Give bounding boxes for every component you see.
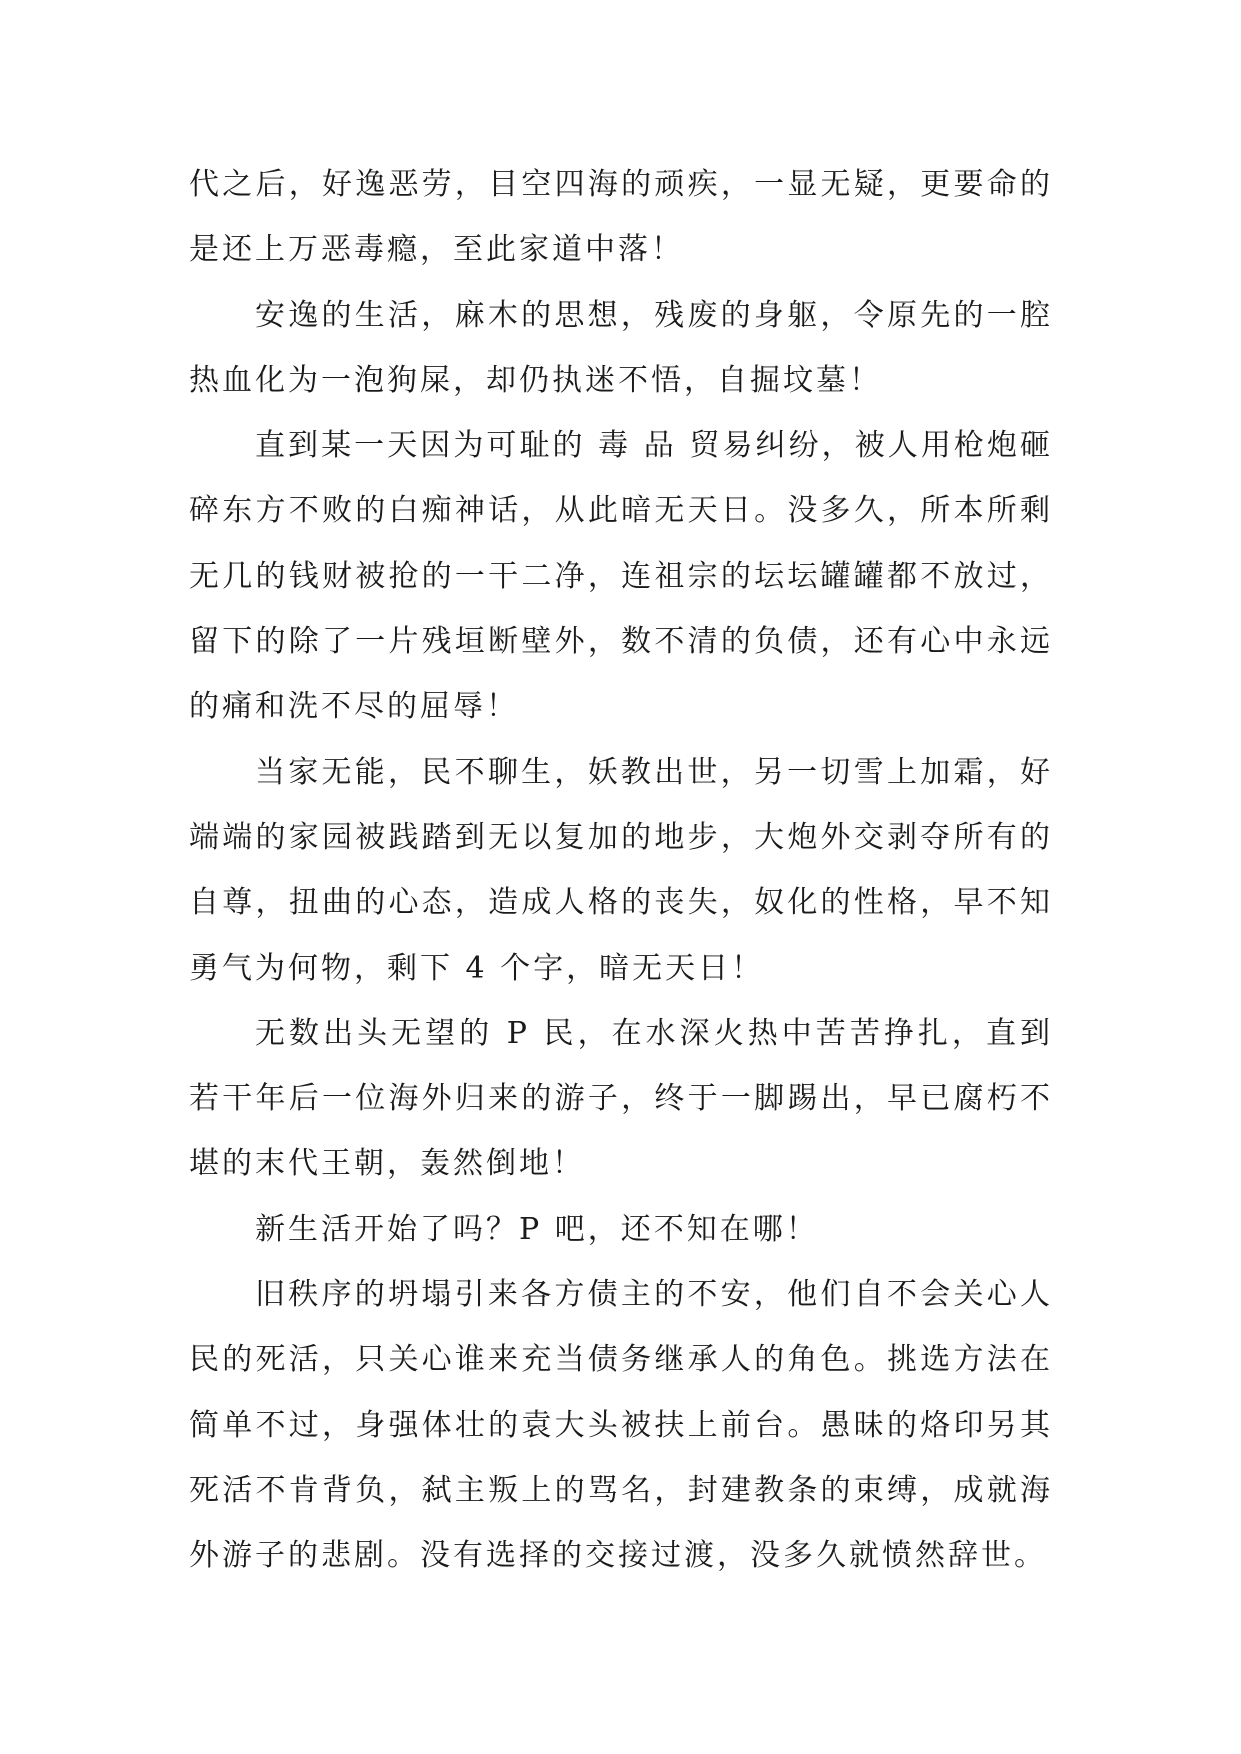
paragraph: 安逸的生活，麻木的思想，残废的身躯，令原先的一腔热血化为一泡狗屎，却仍执迷不悟，自掘坟墓！ bbox=[189, 297, 1053, 398]
paragraph: 无数出头无望的 P 民，在水深火热中苦苦挣扎，直到若干年后一位海外归来的游子，终于一脚踢出，早已腐朽不堪的末代王朝，轰然倒地！ bbox=[189, 1015, 1053, 1182]
paragraph: 新生活开始了吗？P 吧，还不知在哪！ bbox=[255, 1211, 819, 1247]
paragraph: 旧秩序的坍塌引来各方债主的不安，他们自不会关心人民的死活，只关心谁来充当债务继承人的角色。挑选方法在简单不过，身强体壮的袁大头被扶上前台。愚昧的烙印另其死活不肯背负，弑主叛上的骂名，封建教条的束缚，成就海外游子的悲剧。没有选择的交接过渡，没多久就愤然辞世。 bbox=[189, 1277, 1053, 1574]
paragraph: 代之后，好逸恶劳，目空四海的顽疾，一显无疑，更要命的是还上万恶毒瘾，至此家道中落！ bbox=[189, 167, 1053, 268]
paragraph: 直到某一天因为可耻的 毒 品 贸易纠纷，被人用枪炮砸碎东方不败的白痴神话，从此暗无天日。没多久，所本所剩无几的钱财被抢的一干二净，连祖宗的坛坛罐罐都不放过，留下的除了一片残垣断壁外，数不清的负债，还有心中永远的痛和洗不尽的屈辱！ bbox=[189, 428, 1053, 725]
paragraph: 当家无能，民不聊生，妖教出世，另一切雪上加霜，好端端的家园被践踏到无以复加的地步，大炮外交剥夺所有的自尊，扭曲的心态，造成人格的丧失，奴化的性格，早不知勇气为何物，剩下 4 个字，暗无天日！ bbox=[189, 754, 1053, 986]
document-body bbox=[189, 152, 1053, 1589]
